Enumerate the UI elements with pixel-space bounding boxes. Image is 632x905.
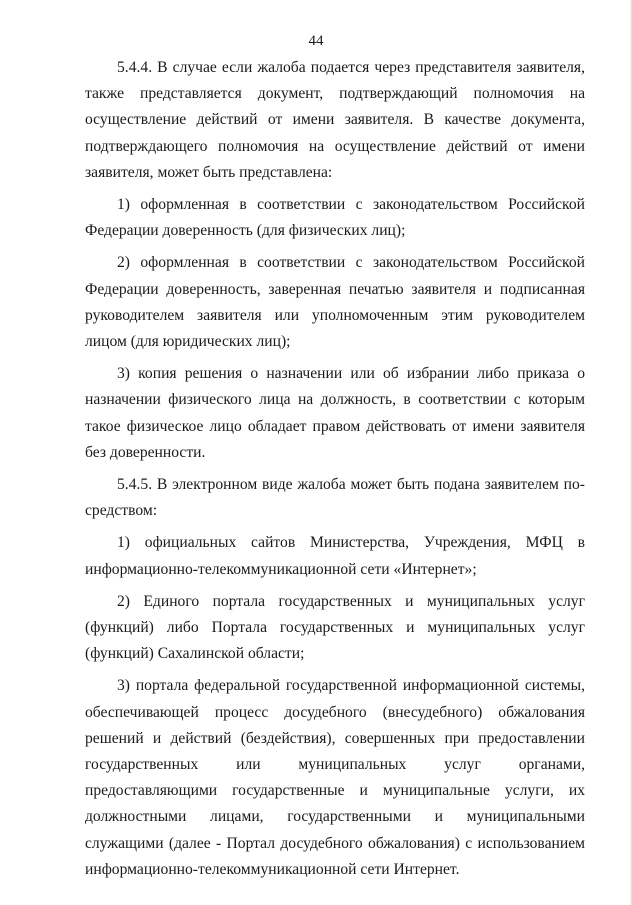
list-item-3-federal-portal: 3) портала федеральной государственной информационной системы, обеспечивающей процесс досудебного (внесудебного) обжалования решений и действий (бездействия), совершенных при предоставлении государственных или муниципальных услуг органами, предоставляющими государственные и муниципальные услуги, их должностными лицами, государственными и муниципальными служащими (далее - Портал досудебного обжалования) с использованием информационно-телекоммуникационной сети Интернет. <box>85 677 585 878</box>
list-item-2-portals: 2) Единого портала государственных и муниципальных услуг (функций) либо Портала государственных и муниципальных услуг (функций) Сахалинской области; <box>85 592 585 663</box>
paragraph-5-4-5: 5.4.5. В электронном виде жалоба может быть подана заявителем посредством: <box>85 476 585 520</box>
page-number: 44 <box>308 33 324 49</box>
paragraph-5-4-4: 5.4.4. В случае если жалоба подается через представителя заявителя, также представляется документ, подтверждающий полномочия на осуществление действий от имени заявителя. В качестве документа, подтверждающего полномочия на осуществление действий от имени заявителя, может быть представлена: <box>85 59 585 181</box>
list-item-3-decision-copy: 3) копия решения о назначении или об избрании либо приказа о назначении физического лица на должность, в соответствии с которым такое физическое лицо обладает правом действовать от имени заявителя без доверенности. <box>85 365 585 461</box>
list-item-2-legal-entities: 2) оформленная в соответствии с законодательством Российской Федерации доверенность, заверенная печатью заявителя и подписанная руководителем заявителя или уполномоченным этим руководителем лицом (для юридических лиц); <box>85 254 585 351</box>
document-body <box>85 55 585 889</box>
list-item-1-individuals: 1) оформленная в соответствии с законодательством Российской Федерации доверенность (для физических лиц); <box>85 196 585 240</box>
list-item-1-official-sites: 1) официальных сайтов Министерства, Учреждения, МФЦ в информационно-телекоммуникационной сети «Интернет»; <box>85 534 585 578</box>
